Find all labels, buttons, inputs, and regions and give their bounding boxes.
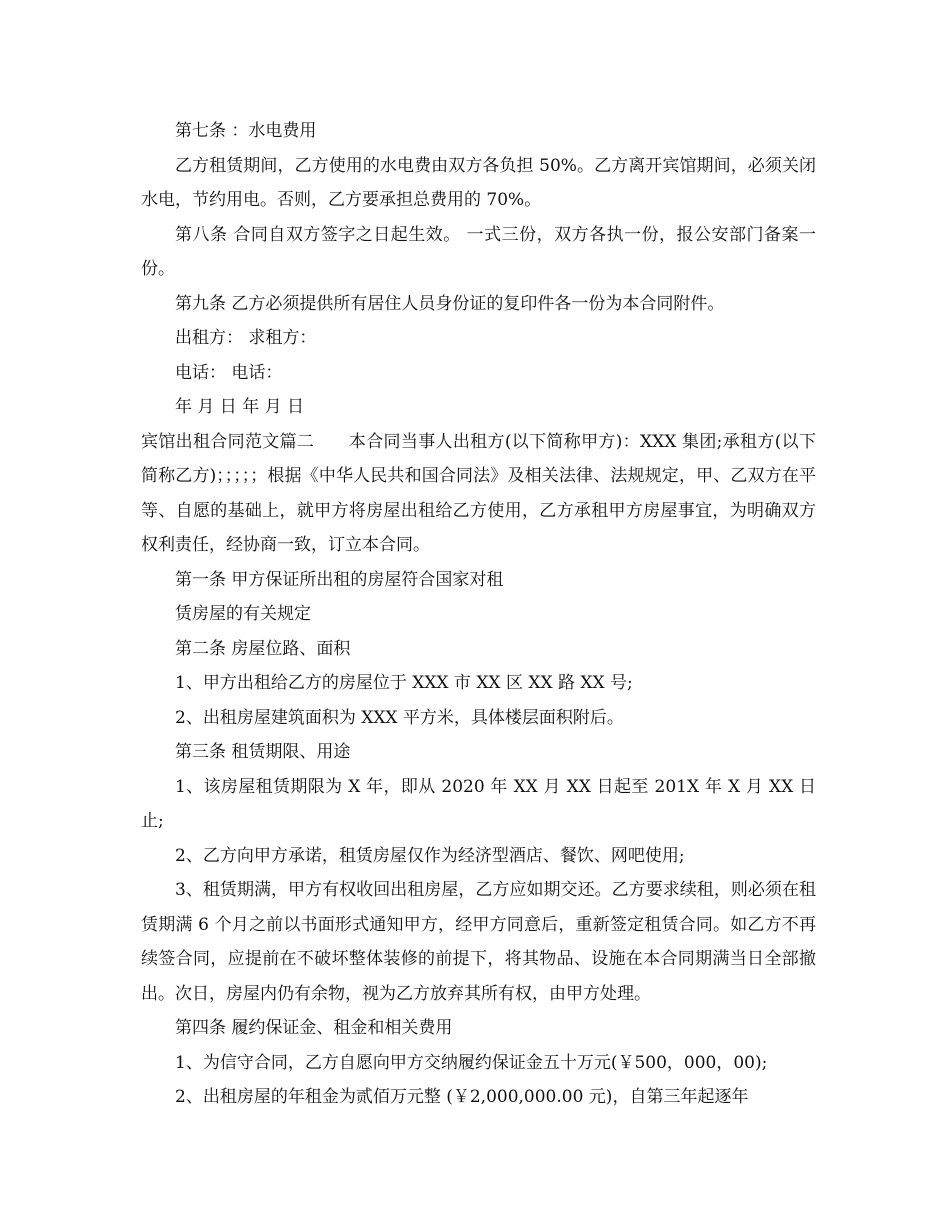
- paragraph: 电话： 电话：: [175, 362, 283, 383]
- paragraph: 1、为信守合同，乙方自愿向甲方交纳履约保证金五十万元(￥500，000，00);: [175, 1052, 768, 1073]
- paragraph: 出租方： 求租方：: [175, 328, 317, 348]
- document-body: [141, 114, 816, 1115]
- paragraph: 1、甲方出租给乙方的房屋位于 XXX 市 XX 区 XX 路 XX 号;: [175, 673, 633, 693]
- paragraph: 第二条 房屋位路、面积: [175, 638, 351, 659]
- paragraph: 第九条 乙方必须提供所有居住人员身份证的复印件各一份为本合同附件。: [175, 293, 725, 314]
- paragraph: 宾馆出租合同范文篇二 本合同当事人出租方(以下简称甲方)：XXX 集团;承租方(以下简称乙方)；；；；；根据《中华人民共和国合同法》及相关法律、法规规定，甲、乙双方在平等、自愿的基础上，就甲方将房屋出租给乙方使用，乙方承租甲方房屋事宜，为明确双方权利责任，经协商一致，订立本合同。: [141, 431, 816, 555]
- paragraph: 第一条 甲方保证所出租的房屋符合国家对租: [175, 569, 504, 590]
- paragraph: 第七条 ：水电费用: [175, 121, 317, 141]
- paragraph: 第八条 合同自双方签字之日起生效。 一式三份，双方各执一份，报公安部门备案一份。: [141, 224, 816, 279]
- paragraph: 2、出租房屋建筑面积为 XXX 平方米，具体楼层面积附后。: [175, 707, 624, 728]
- paragraph: 赁房屋的有关规定: [175, 604, 311, 624]
- paragraph: 2、乙方向甲方承诺，租赁房屋仅作为经济型酒店、餐饮、网吧使用;: [175, 845, 685, 866]
- paragraph: 第四条 履约保证金、租金和相关费用: [175, 1018, 453, 1038]
- paragraph: 2、出租房屋的年租金为贰佰万元整 (￥2,000,000.00 元)，自第三年起逐年: [175, 1087, 749, 1107]
- paragraph: 第三条 租赁期限、用途: [175, 742, 351, 762]
- paragraph: 年 月 日 年 月 日: [175, 397, 305, 417]
- paragraph: 1、该房屋租赁期限为 X 年，即从 2020 年 XX 月 XX 日起至 201X 年 X 月 XX 日止;: [141, 776, 816, 831]
- paragraph: 乙方租赁期间，乙方使用的水电费由双方各负担 50%。乙方离开宾馆期间，必须关闭水电，节约用电。否则，乙方要承担总费用的 70%。: [141, 155, 816, 210]
- paragraph: 3、租赁期满，甲方有权收回出租房屋，乙方应如期交还。乙方要求续租，则必须在租赁期满 6 个月之前以书面形式通知甲方，经甲方同意后，重新签定租赁合同。如乙方不再续签合同，应提前在不破坏整体装修的前提下，将其物品、设施在本合同期满当日全部撤出。次日，房屋内仍有余物，视为乙方放弃其所有权，由甲方处理。: [141, 880, 816, 1004]
